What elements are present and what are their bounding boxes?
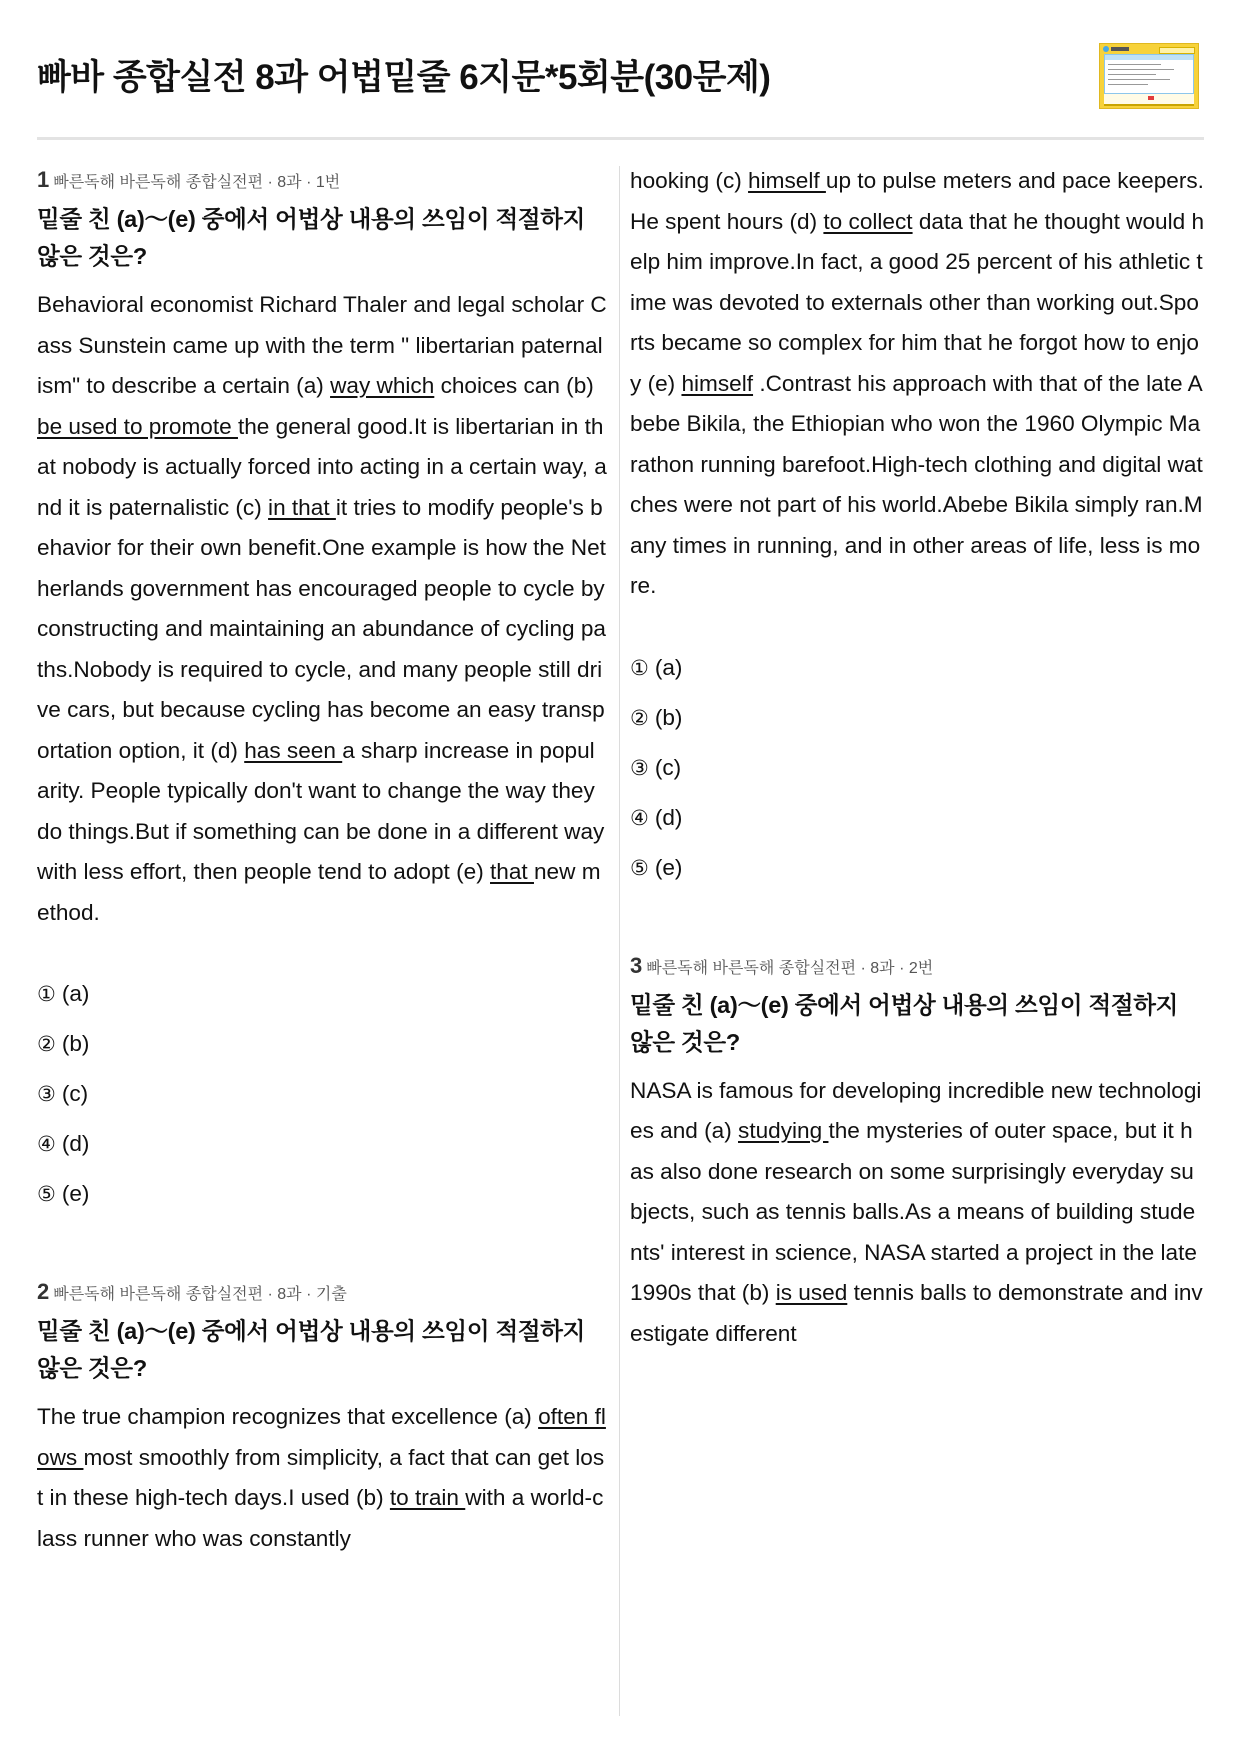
- question-number: 2: [37, 1279, 50, 1304]
- underlined-phrase: has seen: [244, 737, 343, 763]
- underlined-phrase: often flows: [37, 1404, 606, 1470]
- choice-number: ①: [630, 655, 649, 680]
- underlined-phrase: studying: [738, 1118, 829, 1143]
- choice-label: (d): [61, 1131, 90, 1156]
- question-prompt: 밑줄 친 (a)〜(e) 중에서 어법상 내용의 쓰임이 적절하지 않은 것은?: [37, 1318, 586, 1381]
- question-3: [630, 951, 1205, 1355]
- underlined-phrase: himself: [681, 370, 754, 396]
- choice-1[interactable]: [37, 969, 607, 1019]
- choice-label: (b): [654, 704, 683, 730]
- choice-3[interactable]: [630, 743, 1205, 793]
- question-2: [37, 1277, 607, 1559]
- choice-number: ②: [630, 705, 649, 730]
- choice-3[interactable]: [37, 1069, 607, 1119]
- choice-label: (c): [654, 754, 682, 780]
- answer-choices: [630, 643, 1205, 893]
- question-number: 3: [630, 952, 643, 978]
- choice-4[interactable]: [37, 1119, 607, 1169]
- passage: NASA is famous for developing incredible new technologies and (a) studying the mysteries of outer space, but it has also done research on some surprisingly everyday subjects, such as tennis balls.As a means of building students' interest in science, NASA started a project in the late 1990s that (b) is used tennis balls to demonstrate and investigate different: [630, 1077, 1203, 1346]
- underlined-phrase: to train: [389, 1485, 466, 1510]
- question-meta: [630, 951, 1205, 981]
- question-meta: [37, 165, 607, 195]
- choice-number: ②: [37, 1032, 56, 1056]
- choice-4[interactable]: [630, 793, 1205, 843]
- passage: Behavioral economist Richard Thaler and legal scholar Cass Sunstein came up with the term " libertarian paternalism" to describe a certain (a) way which choices can (b) be used to promote the general good.It is libertarian in that nobody is actually forced into acting in a certain way, and it is paternalistic (c) in that it tries to modify people's behavior for their own benefit.One example is how the Netherlands government has encouraged people to cycle by constructing and maintaining an abundance of cycling paths.Nobody is required to cycle, and many people still drive cars, but because cycling has become an easy transportation option, it (d) has seen a sharp increase in popularity. People typically don't want to change the way they do things.But if something can be done in a different way with less effort, then people tend to adopt (e) that new method.: [37, 292, 607, 925]
- book-cover-thumbnail: [1099, 43, 1199, 109]
- choice-label: (e): [61, 1181, 90, 1206]
- question-1: [37, 165, 607, 1219]
- question-number: 1: [37, 167, 50, 192]
- underlined-phrase: be used to promote: [37, 413, 238, 439]
- underlined-phrase: in that: [268, 494, 336, 520]
- choice-number: ④: [630, 805, 649, 830]
- underlined-phrase: to collect: [823, 208, 913, 234]
- choice-5[interactable]: [37, 1169, 607, 1219]
- choice-label: (c): [61, 1081, 89, 1106]
- choice-number: ⑤: [37, 1182, 56, 1206]
- question-prompt: 밑줄 친 (a)〜(e) 중에서 어법상 내용의 쓰임이 적절하지 않은 것은?: [630, 991, 1179, 1055]
- choice-5[interactable]: [630, 843, 1205, 893]
- choice-number: ①: [37, 982, 56, 1006]
- underlined-phrase: is used: [775, 1280, 848, 1305]
- question-prompt: 밑줄 친 (a)〜(e) 중에서 어법상 내용의 쓰임이 적절하지 않은 것은?: [37, 206, 586, 269]
- choice-label: (e): [654, 854, 683, 880]
- choice-number: ③: [630, 755, 649, 780]
- passage: hooking (c) himself up to pulse meters and pace keepers.He spent hours (d) to collect data that he thought would help him improve.In fact, a good 25 percent of his athletic time was devoted to externals other than working out.Sports became so complex for him that he forgot how to enjoy (e) himself .Contrast his approach with that of the late Abebe Bikila, the Ethiopian who won the 1960 Olympic Marathon running barefoot.High-tech clothing and digital watches were not part of his world.Abebe Bikila simply ran.Many times in running, and in other areas of life, less is more.: [630, 168, 1205, 598]
- question-meta: [37, 1277, 607, 1307]
- choice-number: ③: [37, 1082, 56, 1106]
- choice-1[interactable]: [630, 643, 1205, 693]
- underlined-phrase: that: [490, 859, 534, 884]
- choice-2[interactable]: [37, 1019, 607, 1069]
- column-divider: [619, 166, 620, 1716]
- right-column: [630, 165, 1205, 1354]
- choice-label: (b): [61, 1031, 90, 1056]
- choice-label: (d): [654, 804, 683, 830]
- underlined-phrase: way which: [330, 373, 435, 398]
- left-column: [37, 165, 607, 1559]
- choice-number: ④: [37, 1132, 56, 1156]
- page-header: [37, 40, 1204, 140]
- question-source: 빠른독해 바른독해 종합실전편 · 8과 · 기출: [53, 1286, 347, 1303]
- logo-icon: [1103, 46, 1133, 52]
- choice-label: (a): [61, 981, 90, 1006]
- choice-label: (a): [654, 654, 683, 680]
- question-2-continued: [630, 161, 1205, 893]
- passage: The true champion recognizes that excellence (a) often flows most smoothly from simplicity, a fact that can get lost in these high-tech days.I used (b) to train with a world-class runner who was constantly: [37, 1404, 606, 1551]
- choice-2[interactable]: [630, 693, 1205, 743]
- underlined-phrase: himself: [748, 168, 826, 193]
- question-source: 빠른독해 바른독해 종합실전편 · 8과 · 2번: [646, 959, 934, 977]
- choice-number: ⑤: [630, 855, 649, 880]
- answer-choices: [37, 969, 607, 1219]
- page-title: 빠바 종합실전 8과 어법밑줄 6지문*5회분(30문제): [37, 58, 771, 97]
- question-source: 빠른독해 바른독해 종합실전편 · 8과 · 1번: [53, 174, 341, 191]
